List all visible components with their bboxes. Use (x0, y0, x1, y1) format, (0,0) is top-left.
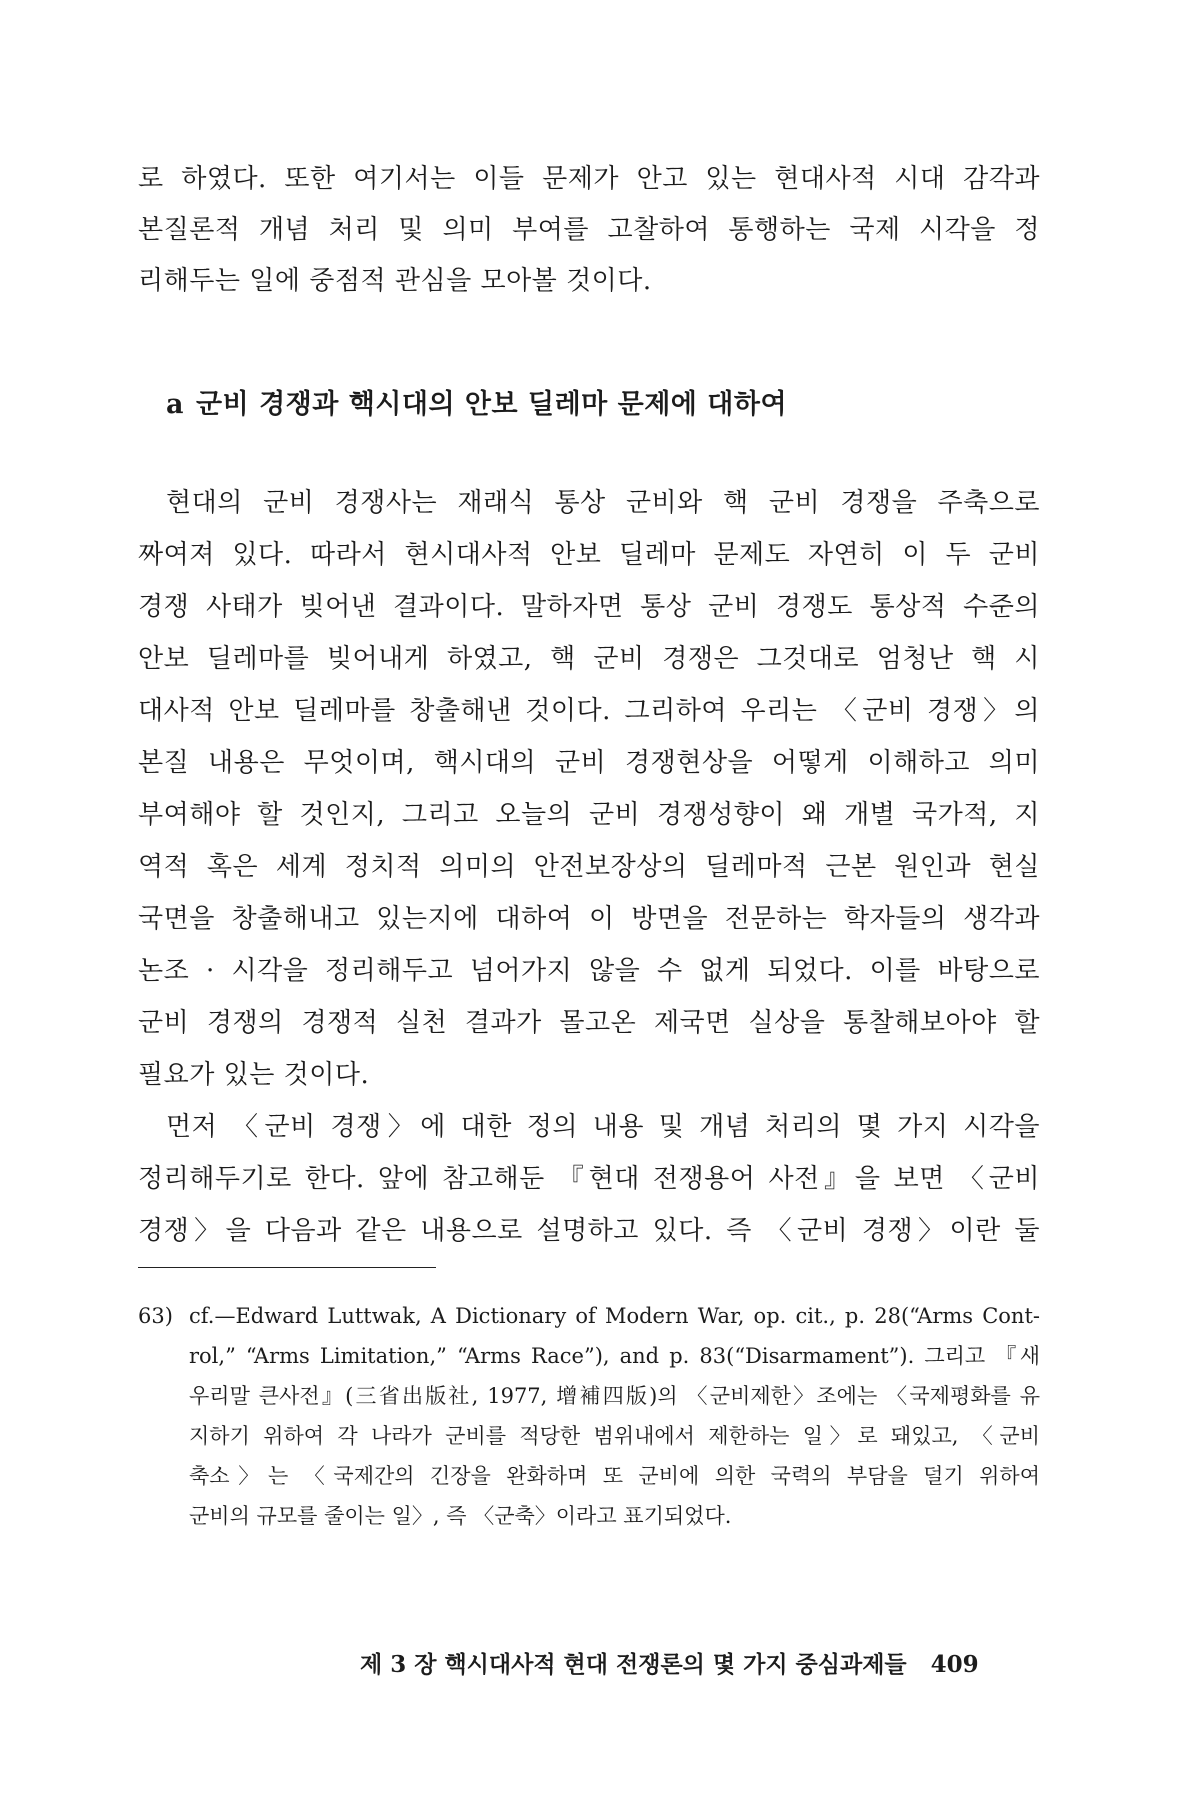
body-line: 경쟁 사태가 빚어낸 결과이다. 말하자면 통상 군비 경쟁도 통상적 수준의 (138, 592, 1040, 622)
body-line: 본질 내용은 무엇이며, 핵시대의 군비 경쟁현상을 어떻게 이해하고 의미 (138, 748, 1040, 778)
page-number: 409 (930, 1651, 979, 1678)
running-footer (360, 1650, 979, 1680)
body-line: 안보 딜레마를 빚어내게 하였고, 핵 군비 경쟁은 그것대로 엄청난 핵 시 (138, 644, 1040, 674)
footnote-divider (138, 1267, 436, 1268)
body-line: 역적 혹은 세계 정치적 의미의 안전보장상의 딜레마적 근본 원인과 현실 (138, 852, 1040, 882)
footnote-line: 지하기 위하여 각 나라가 군비를 적당한 범위내에서 제한하는 일〉로 돼있고, 〈군비 (189, 1424, 1040, 1448)
footnote-line: 우리말 큰사전』(三省出版社, 1977, 增補四版)의 〈군비제한〉조에는 〈국제평화를 유 (189, 1384, 1040, 1408)
intro-line: 리해두는 일에 중점적 관심을 모아볼 것이다. (138, 266, 652, 296)
body-line: 먼저 〈군비 경쟁〉에 대한 정의 내용 및 개념 처리의 몇 가지 시각을 (166, 1112, 1040, 1142)
footnote-number: 63) (138, 1304, 173, 1328)
body-line: 부여해야 할 것인지, 그리고 오늘의 군비 경쟁성향이 왜 개별 국가적, 지 (138, 800, 1040, 830)
body-line: 현대의 군비 경쟁사는 재래식 통상 군비와 핵 군비 경쟁을 주축으로 (166, 488, 1040, 518)
footnote-line (138, 1302, 1040, 1330)
footnote-line: 축소〉는 〈국제간의 긴장을 완화하며 또 군비에 의한 국력의 부담을 덜기 위하여 (189, 1464, 1040, 1488)
body-line: 군비 경쟁의 경쟁적 실천 결과가 몰고온 제국면 실상을 통찰해보아야 할 (138, 1008, 1040, 1038)
running-title: 제 3 장 핵시대사적 현대 전쟁론의 몇 가지 중심과제들 (360, 1651, 907, 1678)
section-marker: a (166, 389, 184, 420)
body-line: 논조 · 시각을 정리해두고 넘어가지 않을 수 없게 되었다. 이를 바탕으로 (138, 956, 1040, 986)
intro-line: 로 하였다. 또한 여기서는 이들 문제가 안고 있는 현대사적 시대 감각과 (138, 164, 1040, 194)
section-heading (166, 388, 787, 422)
section-title: 군비 경쟁과 핵시대의 안보 딜레마 문제에 대하여 (196, 389, 788, 420)
footnote-line: rol,” “Arms Limitation,” “Arms Race”), and p. 83(“Disarmament”). 그리고 『새 (189, 1344, 1040, 1368)
body-line: 경쟁〉을 다음과 같은 내용으로 설명하고 있다. 즉 〈군비 경쟁〉이란 둘 (138, 1216, 1040, 1246)
body-line: 짜여져 있다. 따라서 현시대사적 안보 딜레마 문제도 자연히 이 두 군비 (138, 540, 1040, 570)
body-line: 대사적 안보 딜레마를 창출해낸 것이다. 그리하여 우리는 〈군비 경쟁〉의 (138, 696, 1040, 726)
footnote-line: 군비의 규모를 줄이는 일〉, 즉 〈군축〉이라고 표기되었다. (189, 1504, 732, 1528)
body-line: 정리해두기로 한다. 앞에 참고해둔 『현대 전쟁용어 사전』을 보면 〈군비 (138, 1164, 1040, 1194)
body-line: 필요가 있는 것이다. (138, 1060, 370, 1090)
body-line: 국면을 창출해내고 있는지에 대하여 이 방면을 전문하는 학자들의 생각과 (138, 904, 1040, 934)
intro-line: 본질론적 개념 처리 및 의미 부여를 고찰하여 통행하는 국제 시각을 정 (138, 215, 1040, 245)
footnote-text: cf.—Edward Luttwak, A Dictionary of Modern War, op. cit., p. 28(“Arms Cont- (189, 1304, 1040, 1328)
